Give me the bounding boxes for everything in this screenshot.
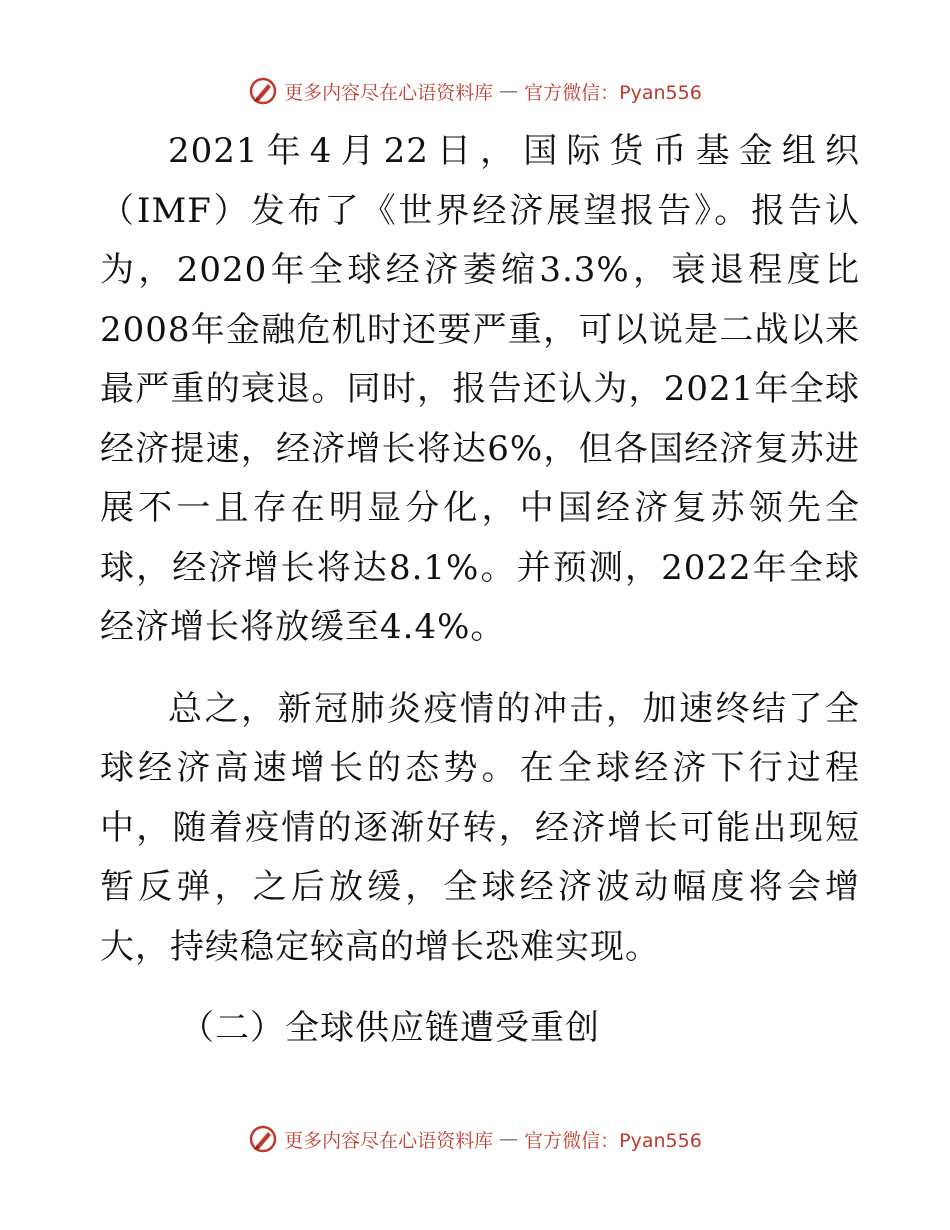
watermark-text: 更多内容尽在心语资料库 xyxy=(284,1129,494,1152)
watermark-header xyxy=(0,76,950,106)
watermark-contact: 官方微信：Pyan556 xyxy=(524,1129,702,1152)
pen-logo-icon xyxy=(248,1124,278,1154)
watermark-footer xyxy=(0,1124,950,1154)
pen-logo-icon xyxy=(248,76,278,106)
watermark-contact: 官方微信：Pyan556 xyxy=(524,81,702,104)
paragraph-imf-report: 2021年4月22日，国际货币基金组织（IMF）发布了《世界经济展望报告》。报告认为，2020年全球经济萎缩3.3%，衰退程度比2008年金融危机时还要严重，可以说是二战以来最严重的衰退。同时，报告还认为，2021年全球经济提速，经济增长将达6%，但各国经济复苏进展不一且存在明显分化，中国经济复苏领先全球，经济增长将达8.1%。并预测，2022年全球经济增长将放缓至4.4%。 xyxy=(100,131,860,647)
section-heading: （二）全球供应链遭受重创 xyxy=(180,1008,600,1048)
watermark-text: 更多内容尽在心语资料库 xyxy=(284,81,494,104)
watermark-separator: — xyxy=(499,1128,519,1150)
document-body xyxy=(100,122,860,1059)
paragraph-summary: 总之，新冠肺炎疫情的冲击，加速终结了全球经济高速增长的态势。在全球经济下行过程中，随着疫情的逐渐好转，经济增长可能出现短暂反弹，之后放缓，全球经济波动幅度将会增大，持续稳定较高的增长恐难实现。 xyxy=(100,688,860,967)
watermark-separator: — xyxy=(499,80,519,102)
